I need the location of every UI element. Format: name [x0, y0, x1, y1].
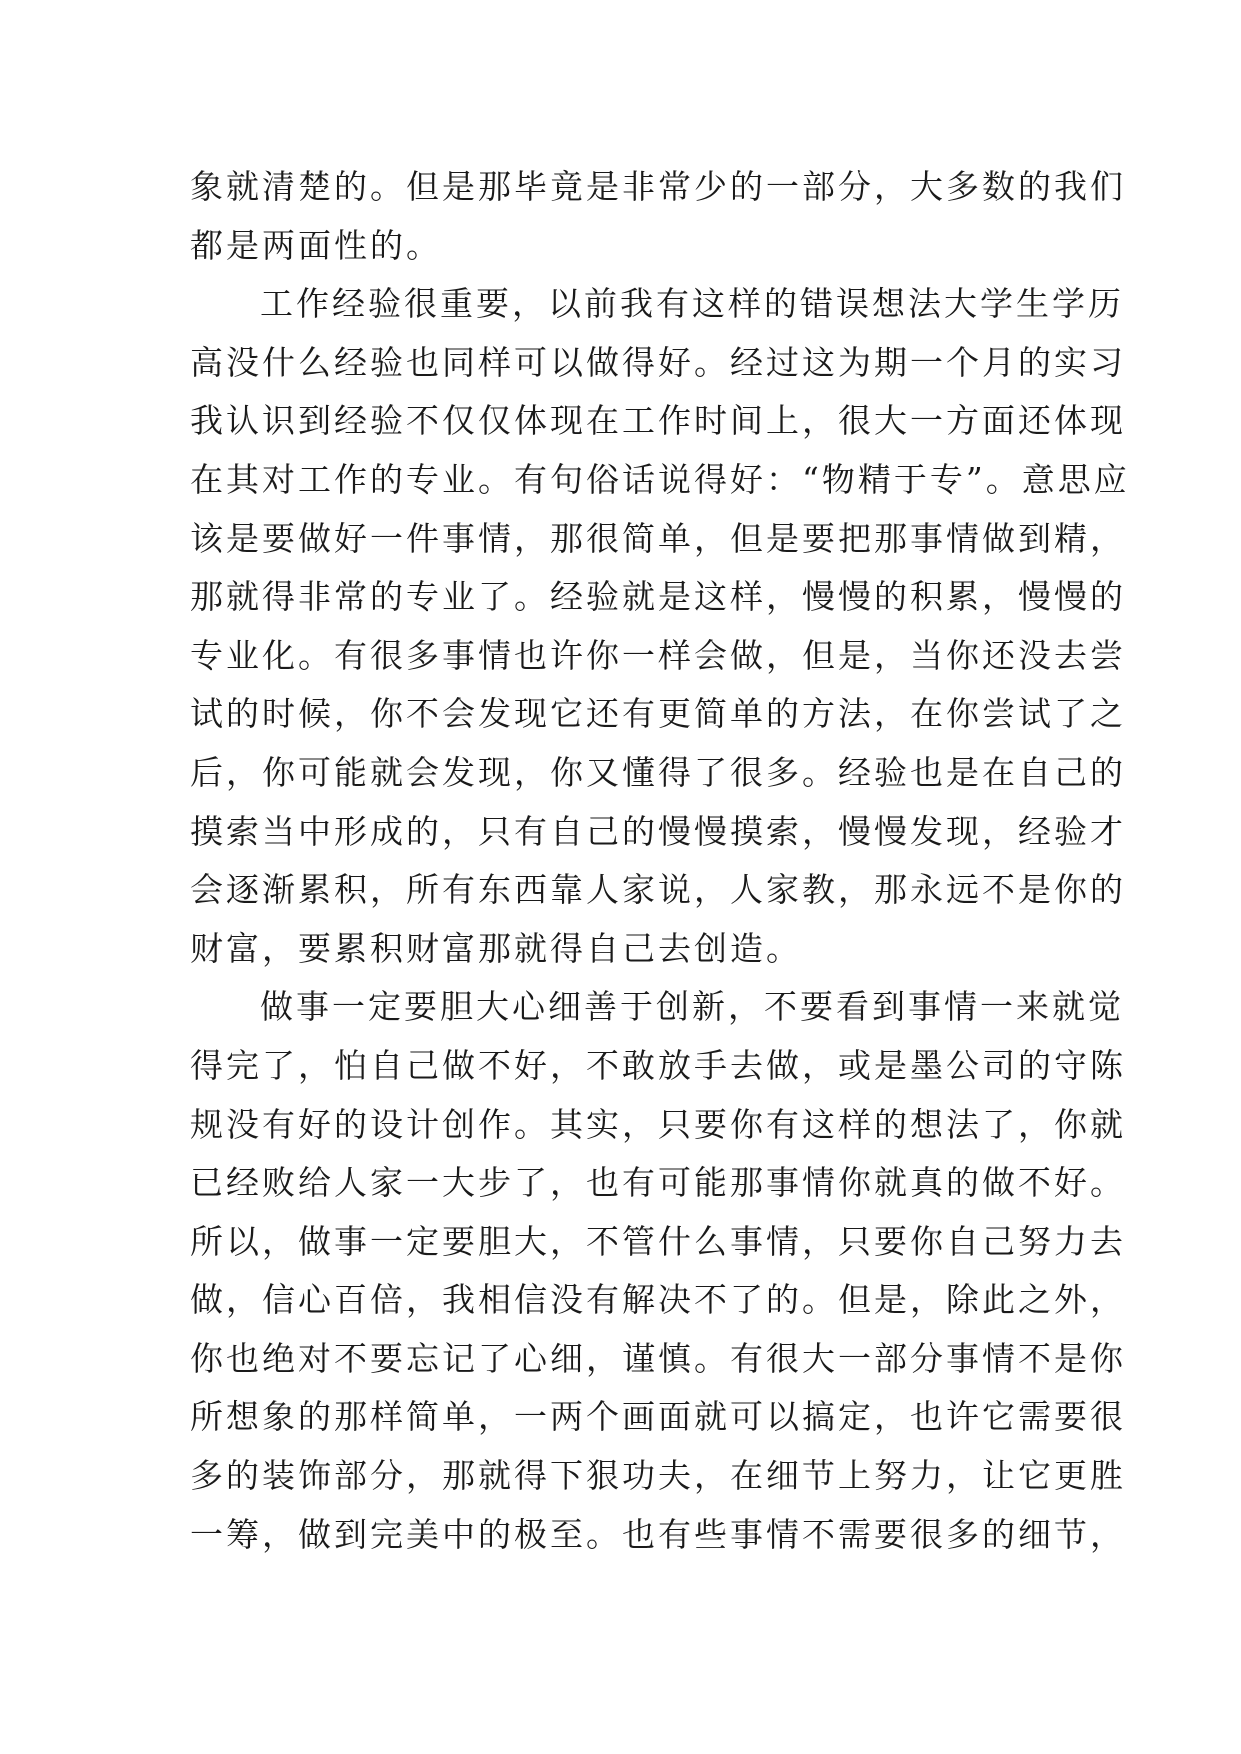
text-line: 所想象的那样简单，一两个画面就可以搞定，也许它需要很 — [190, 1397, 1126, 1437]
text-line: 你也绝对不要忘记了心细，谨慎。有很大一部分事情不是你 — [190, 1338, 1126, 1378]
text-line: 已经败给人家一大步了，也有可能那事情你就真的做不好。 — [190, 1163, 1126, 1203]
text-line: 工作经验很重要，以前我有这样的错误想法大学生学历 — [260, 284, 1124, 324]
text-line: 试的时候，你不会发现它还有更简单的方法，在你尝试了之 — [190, 694, 1126, 734]
text-line: 规没有好的设计创作。其实，只要你有这样的想法了，你就 — [190, 1104, 1126, 1144]
text-line: 象就清楚的。但是那毕竟是非常少的一部分，大多数的我们 — [190, 167, 1126, 206]
text-line: 财富，要累积财富那就得自己去创造。 — [190, 928, 802, 968]
text-line: 一筹，做到完美中的极至。也有些事情不需要很多的细节， — [190, 1514, 1126, 1554]
text-line: 所以，做事一定要胆大，不管什么事情，只要你自己努力去 — [190, 1221, 1126, 1261]
text-line: 专业化。有很多事情也许你一样会做，但是，当你还没去尝 — [190, 635, 1126, 675]
text-line: 多的装饰部分，那就得下狠功夫，在细节上努力，让它更胜 — [190, 1456, 1126, 1496]
text-line: 那就得非常的专业了。经验就是这样，慢慢的积累，慢慢的 — [190, 577, 1126, 617]
body-text — [190, 158, 1130, 1564]
text-line: 做事一定要胆大心细善于创新，不要看到事情一来就觉 — [260, 987, 1124, 1027]
text-line: 我认识到经验不仅仅体现在工作时间上，很大一方面还体现 — [190, 401, 1126, 441]
text-line: 会逐渐累积，所有东西靠人家说，人家教，那永远不是你的 — [190, 870, 1126, 910]
text-line: 做，信心百倍，我相信没有解决不了的。但是，除此之外， — [190, 1280, 1126, 1320]
text-line: 摸索当中形成的，只有自己的慢慢摸索，慢慢发现，经验才 — [190, 811, 1126, 851]
text-line: 在其对工作的专业。有句俗话说得好：“物精于专”。意思应 — [190, 459, 1130, 499]
text-line: 高没什么经验也同样可以做得好。经过这为期一个月的实习 — [190, 342, 1126, 382]
text-line: 得完了，怕自己做不好，不敢放手去做，或是墨公司的守陈 — [190, 1045, 1126, 1085]
text-line: 后，你可能就会发现，你又懂得了很多。经验也是在自己的 — [190, 752, 1126, 792]
text-line: 该是要做好一件事情，那很简单，但是要把那事情做到精， — [190, 518, 1126, 558]
text-line: 都是两面性的。 — [190, 225, 442, 265]
